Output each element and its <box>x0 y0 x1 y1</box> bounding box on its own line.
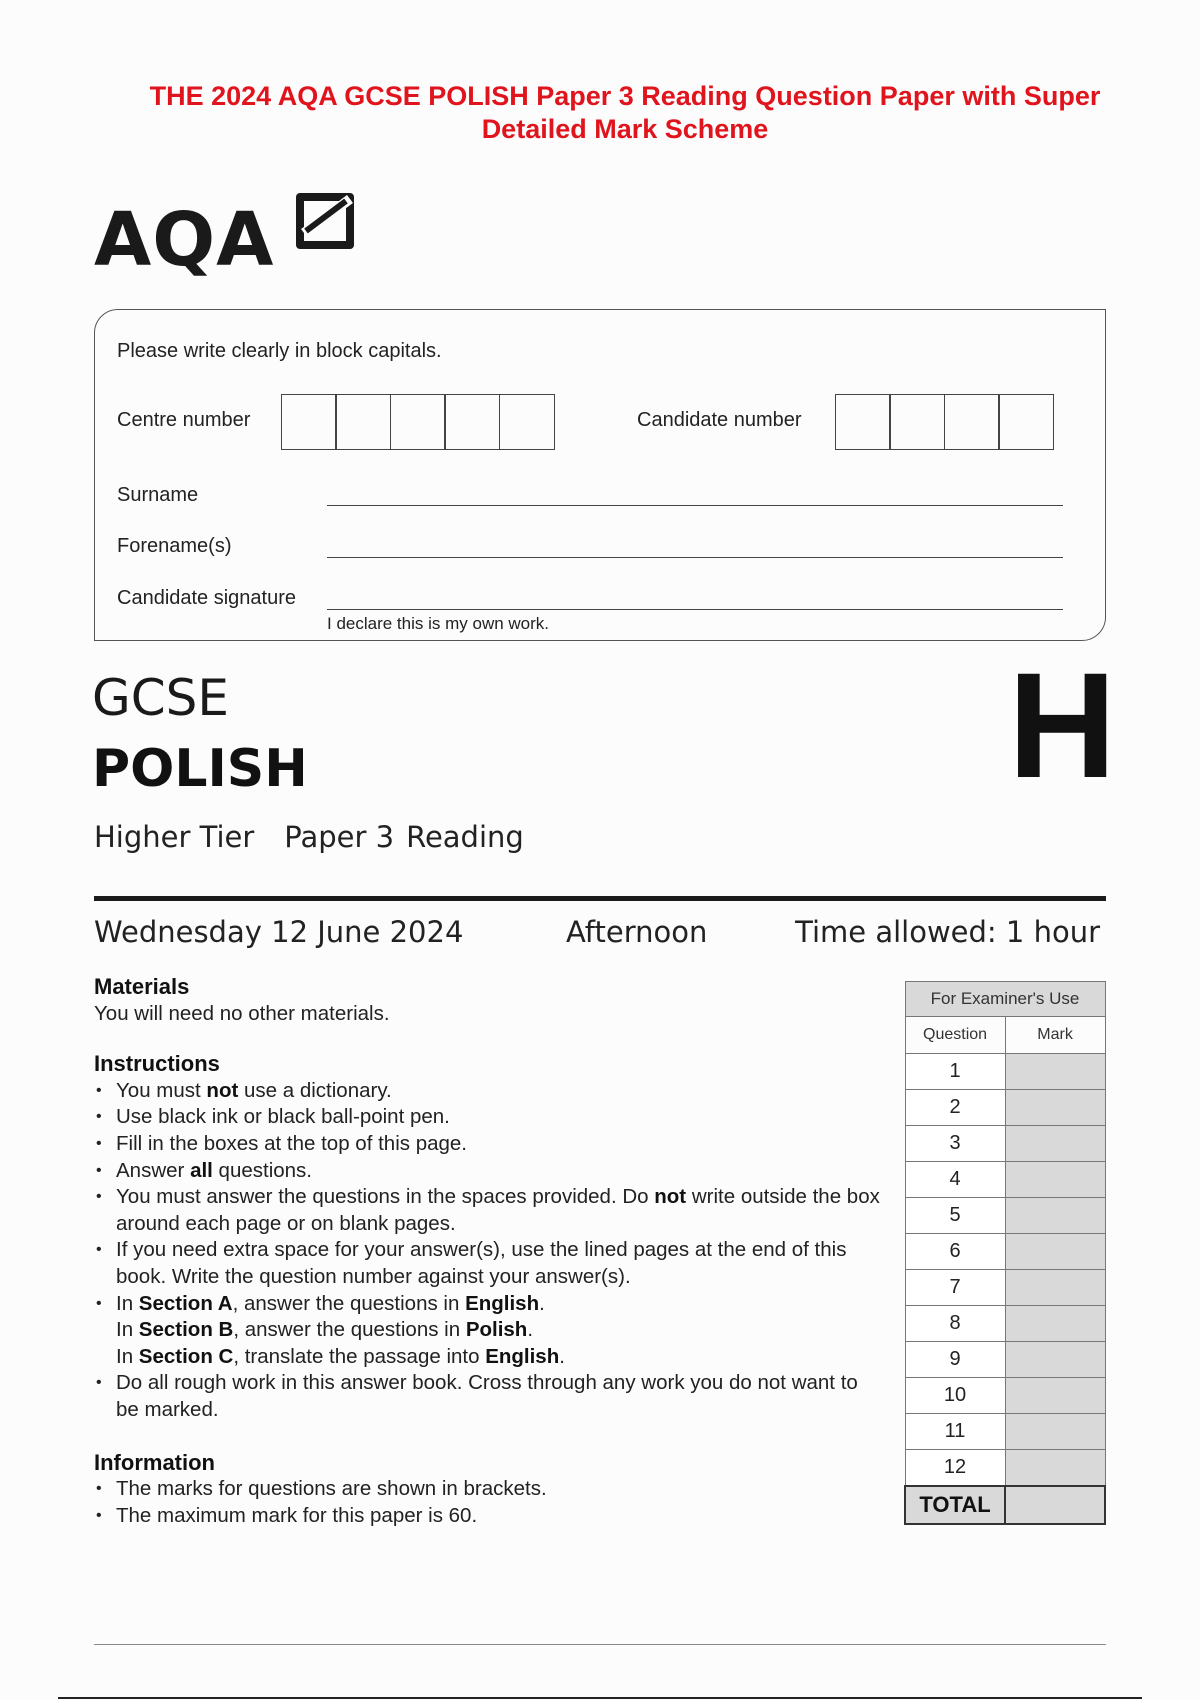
list-item: • In Section A, answer the questions in English. In Section B, answer the questions in Polish. In Section C, translate the passage into English. <box>94 1291 884 1371</box>
centre-number-digit[interactable] <box>390 394 446 450</box>
examiner-table-body <box>905 1054 1105 1487</box>
centre-number-digit[interactable] <box>281 394 337 450</box>
table-row <box>905 1054 1105 1090</box>
examiner-table-title: For Examiner's Use <box>905 982 1105 1017</box>
mark-cell <box>1005 1378 1105 1414</box>
list-item: • You must not use a dictionary. <box>94 1078 884 1105</box>
declaration-text: I declare this is my own work. <box>327 614 550 633</box>
tier-label: Higher Tier <box>94 820 255 854</box>
exam-date: Wednesday 12 June 2024 <box>94 915 464 949</box>
table-row <box>905 1342 1105 1378</box>
list-item: • The maximum mark for this paper is 60. <box>94 1503 884 1530</box>
instructions-heading: Instructions <box>94 1051 220 1077</box>
mark-cell <box>1005 1270 1105 1306</box>
question-number-cell: 1 <box>905 1054 1005 1090</box>
total-mark-cell <box>1005 1486 1105 1524</box>
centre-number-label: Centre number <box>117 409 251 431</box>
table-row <box>905 1414 1105 1450</box>
list-item: • Do all rough work in this answer book. Cross through any work you do not want to be marked. <box>94 1370 884 1423</box>
mark-cell <box>1005 1126 1105 1162</box>
instructions-list <box>94 1078 884 1424</box>
list-item: • You must answer the questions in the spaces provided. Do not write outside the box around each page or on blank pages. <box>94 1184 884 1237</box>
mark-cell <box>1005 1162 1105 1198</box>
question-number-cell: 6 <box>905 1234 1005 1270</box>
footer-divider <box>94 1644 1106 1645</box>
table-row <box>905 1270 1105 1306</box>
table-row <box>905 1198 1105 1234</box>
question-number-cell: 9 <box>905 1342 1005 1378</box>
table-row <box>905 1306 1105 1342</box>
surname-line[interactable] <box>327 505 1063 506</box>
candidate-number-digit[interactable] <box>889 394 945 450</box>
table-row <box>905 1090 1105 1126</box>
subject-title: POLISH <box>92 739 308 799</box>
aqa-logo-text: AQA <box>94 197 275 283</box>
mark-cell <box>1005 1054 1105 1090</box>
materials-text: You will need no other materials. <box>94 1001 390 1025</box>
candidate-number-digit[interactable] <box>835 394 891 450</box>
total-label: TOTAL <box>905 1486 1005 1524</box>
list-item: • Fill in the boxes at the top of this page. <box>94 1131 884 1158</box>
question-number-cell: 8 <box>905 1306 1005 1342</box>
centre-number-digit[interactable] <box>444 394 500 450</box>
mark-cell <box>1005 1234 1105 1270</box>
question-number-cell: 11 <box>905 1414 1005 1450</box>
candidate-details-box <box>94 309 1106 641</box>
mark-cell <box>1005 1198 1105 1234</box>
question-column-header: Question <box>905 1017 1005 1054</box>
aqa-logo-mark-icon <box>296 193 354 249</box>
table-row <box>905 1450 1105 1487</box>
time-allowed: Time allowed: 1 hour <box>795 915 1100 949</box>
surname-label: Surname <box>117 484 199 506</box>
materials-heading: Materials <box>94 974 190 999</box>
list-item: • The marks for questions are shown in brackets. <box>94 1476 884 1503</box>
component-label: Reading <box>406 820 524 854</box>
list-item: • Use black ink or black ball-point pen. <box>94 1104 884 1131</box>
centre-number-digit[interactable] <box>499 394 555 450</box>
mark-cell <box>1005 1342 1105 1378</box>
question-number-cell: 7 <box>905 1270 1005 1306</box>
candidate-number-boxes[interactable] <box>836 394 1054 450</box>
table-row <box>905 1378 1105 1414</box>
question-number-cell: 10 <box>905 1378 1005 1414</box>
candidate-number-label: Candidate number <box>637 409 802 431</box>
signature-label: Candidate signature <box>117 587 297 609</box>
table-row <box>905 1234 1105 1270</box>
candidate-number-digit[interactable] <box>944 394 1000 450</box>
table-row <box>905 1162 1105 1198</box>
qualification-title: GCSE <box>92 669 229 727</box>
examiner-use-table <box>904 981 1106 1525</box>
paper-subtitle <box>94 820 554 854</box>
centre-number-boxes[interactable] <box>282 394 555 450</box>
mark-cell <box>1005 1090 1105 1126</box>
forenames-line[interactable] <box>327 557 1063 558</box>
paper-label: Paper 3 <box>284 820 395 854</box>
block-capitals-instruction: Please write clearly in block capitals. <box>117 340 442 362</box>
tier-letter: H <box>1008 641 1117 809</box>
question-number-cell: 12 <box>905 1450 1005 1487</box>
centre-number-digit[interactable] <box>335 394 391 450</box>
list-item: • Answer all questions. <box>94 1158 884 1185</box>
forenames-label: Forename(s) <box>117 535 232 557</box>
candidate-number-digit[interactable] <box>998 394 1054 450</box>
banner-line-2: Detailed Mark Scheme <box>481 114 769 144</box>
header-divider <box>94 896 1106 901</box>
question-number-cell: 4 <box>905 1162 1005 1198</box>
mark-cell <box>1005 1450 1105 1487</box>
front-cover-instructions <box>94 974 884 1529</box>
list-item: • If you need extra space for your answer(s), use the lined pages at the end of this book. Write the question number against your answer(s). <box>94 1237 884 1290</box>
signature-line[interactable] <box>327 609 1063 610</box>
mark-cell <box>1005 1414 1105 1450</box>
information-list <box>94 1476 884 1529</box>
question-number-cell: 2 <box>905 1090 1005 1126</box>
question-number-cell: 3 <box>905 1126 1005 1162</box>
exam-session: Afternoon <box>566 915 708 949</box>
aqa-logo <box>94 190 364 290</box>
question-number-cell: 5 <box>905 1198 1005 1234</box>
page-bottom-edge <box>58 1697 1142 1699</box>
document-banner <box>110 80 1140 146</box>
banner-line-1: THE 2024 AQA GCSE POLISH Paper 3 Reading Question Paper with Super <box>149 81 1101 111</box>
information-heading: Information <box>94 1449 215 1475</box>
mark-column-header: Mark <box>1005 1017 1105 1054</box>
mark-cell <box>1005 1306 1105 1342</box>
table-row <box>905 1126 1105 1162</box>
